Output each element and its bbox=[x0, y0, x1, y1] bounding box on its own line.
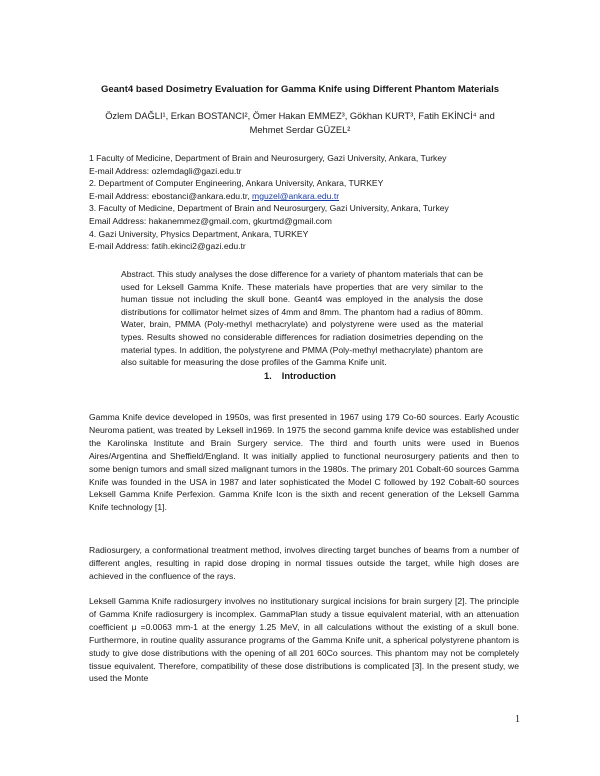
author-line: Mehmet Serdar GÜZEL² bbox=[249, 124, 351, 135]
author-line: Özlem DAĞLI¹, Erkan BOSTANCI², Ömer Hakan EMMEZ³, Gökhan KURT³, Fatih EKİNCİ⁴ and bbox=[105, 111, 495, 121]
paper-title: Geant4 based Dosimetry Evaluation for Gamma Knife using Different Phantom Materials bbox=[100, 84, 500, 95]
email-2-text: E-mail Address: ebostanci@ankara.edu.tr, bbox=[89, 190, 250, 201]
affiliation-4: 4. Gazi University, Physics Department, Ankara, TURKEY bbox=[89, 228, 309, 239]
email-3: Email Address: hakanemmez@gmail.com, gkurtmd@gmail.com bbox=[89, 215, 332, 226]
intro-paragraph-2: Radiosurgery, a conformational treatment method, involves directing target bunches of beams from a number of different angles, resulting in rapid dose droping in normal tissues outside the target, while high doses are achieved in the confluence of the rays. bbox=[89, 545, 519, 581]
email-4: E-mail Address: fatih.ekinci2@gazi.edu.tr bbox=[89, 241, 246, 252]
affiliations bbox=[89, 152, 529, 253]
email-1: E-mail Address: ozlemdagli@gazi.edu.tr bbox=[89, 165, 242, 176]
affiliation-1: 1 Faculty of Medicine, Department of Brain and Neurosurgery, Gazi University, Ankara, Turkey bbox=[89, 153, 447, 163]
intro-paragraph-1: Gamma Knife device developed in 1950s, was first presented in 1967 using 179 Co-60 sources. Early Acoustic Neuroma patient, was treated by Leksell in1969. In 1975 the second gamma knife device was established under the Karolinska Institute and Brain Surgery service. The third and fourth units were used in Buenos Aires/Argentina and Sheffield/England. It was initially applied to functional neurosurgery patients and then to some benign tumors and small sized malignant tumors in the 1980s. The primary 201 Cobalt-60 sources Gamma Knife was founded in the USA in 1987 and later sophisticated the Model C followed by 192 Cobalt-60 sources Leksell Gamma Knife Perfexion. Gamma Knife Icon is the sixth and recent generation of the Leksell Gamma Knife technology [1]. bbox=[89, 412, 519, 513]
email-link[interactable]: mguzel@ankara.edu.tr bbox=[252, 190, 340, 201]
author-list bbox=[90, 110, 510, 137]
abstract: Abstract. This study analyses the dose difference for a variety of phantom materials that can be used for Leksell Gamma Knife. These materials have properties that are very similar to the human tissue not including the skull bone. Geant4 was employed in the analysis the dose distributions for collimator helmet sizes of 4mm and 8mm. The phantom had a radius of 80mm. Water, brain, PMMA (Poly-methyl methacrylate) and polystyrene were used as the material types. Results showed no considerable differences for radiation dosimetries depending on the material types. In addition, the polystyrene and PMMA (Poly-methyl methacrylate) phantom are also suitable for measuring the dose profiles of the Gamma Knife unit. bbox=[121, 269, 483, 368]
affiliation-2: 2. Department of Computer Engineering, Ankara University, Ankara, TURKEY bbox=[89, 178, 384, 189]
email-2 bbox=[89, 190, 529, 203]
section-title: Introduction bbox=[281, 371, 336, 381]
intro-paragraph-3: Leksell Gamma Knife radiosurgery involves no institutionary surgical incisions for brain surgery [2]. The principle of Gamma Knife radiosurgery is incomplex. GammaPlan study a tissue equivalent material, with an attenuation coefficient μ =0.0063 mm-1 at the energy 1.25 MeV, in all calculations without the existing of a skull bone. Furthermore, in routine quality assurance programs of the Gamma Knife unit, a spherical polystyrene phantom is study to give dose distributions with the opening of all 201 60Co sources. This phantom may not be completely tissue equivalent. Therefore, compatibility of these dose distributions is complicated [3]. In the present study, we used the Monte bbox=[89, 596, 519, 684]
page-number: 1 bbox=[515, 714, 520, 725]
affiliation-3: 3. Faculty of Medicine, Department of Brain and Neurosurgery, Gazi University, Ankara, Turkey bbox=[89, 203, 449, 214]
section-heading bbox=[60, 371, 540, 381]
section-number: 1. bbox=[264, 371, 272, 381]
